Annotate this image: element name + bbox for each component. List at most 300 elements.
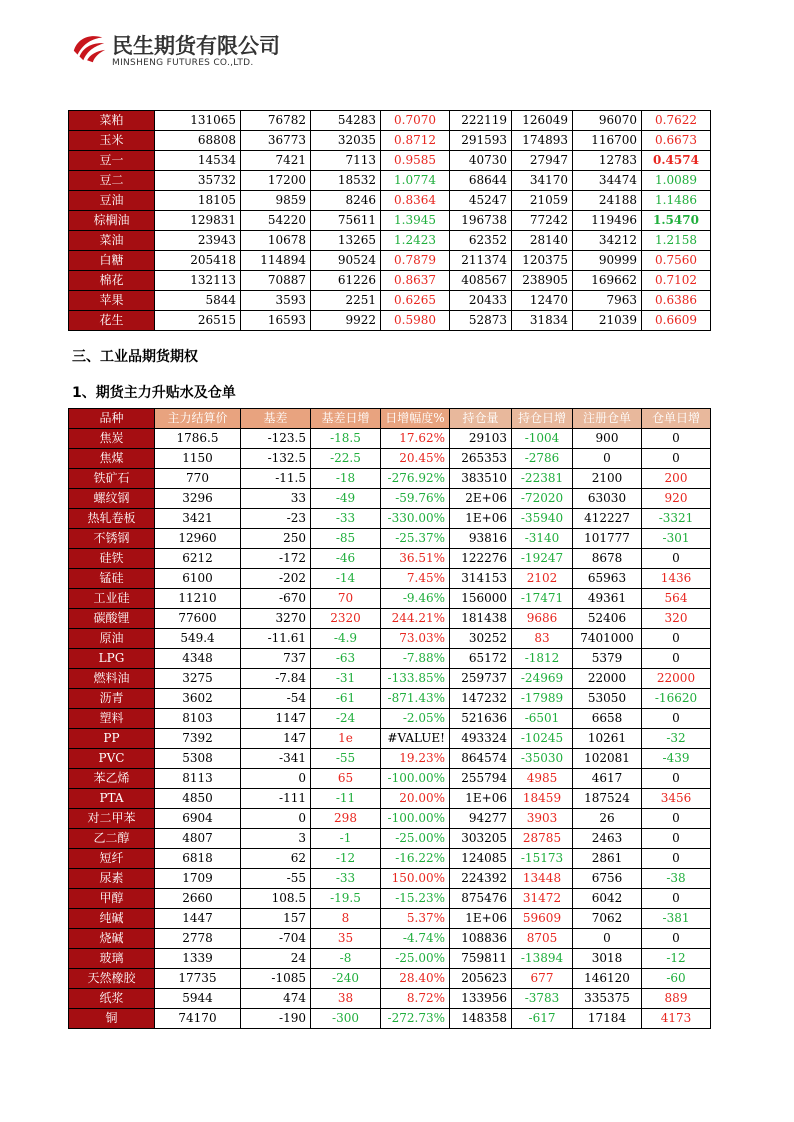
variety-name: 玉米: [69, 131, 155, 151]
table-row: [69, 549, 711, 569]
basis-change: -12: [311, 849, 381, 869]
header-basis: 基差: [241, 409, 311, 429]
basis-change: -18.5: [311, 429, 381, 449]
table-row: [69, 569, 711, 589]
oi-change: -19247: [512, 549, 573, 569]
table-header-row: [69, 409, 711, 429]
value-f: 28140: [512, 231, 573, 251]
oi-change: -3140: [512, 529, 573, 549]
basis: -704: [241, 929, 311, 949]
basis: 3270: [241, 609, 311, 629]
settle-price: 770: [155, 469, 241, 489]
variety-name: 焦煤: [69, 449, 155, 469]
table-row: [69, 809, 711, 829]
header-warrants: 注册仓单: [573, 409, 642, 429]
table-row: [69, 271, 711, 291]
basis: -23: [241, 509, 311, 529]
warrants: 22000: [573, 669, 642, 689]
warrants: 102081: [573, 749, 642, 769]
open-interest: 30252: [450, 629, 512, 649]
oi-change: 13448: [512, 869, 573, 889]
warrants: 187524: [573, 789, 642, 809]
oi-change: 677: [512, 969, 573, 989]
header-open-interest: 持仓量: [450, 409, 512, 429]
settle-price: 3421: [155, 509, 241, 529]
warrants: 5379: [573, 649, 642, 669]
warrants: 26: [573, 809, 642, 829]
variety-name: 原油: [69, 629, 155, 649]
basis-change: -11: [311, 789, 381, 809]
value-c: 7113: [311, 151, 381, 171]
variety-name: 对二甲苯: [69, 809, 155, 829]
oi-change: -72020: [512, 489, 573, 509]
change-pct: 150.00%: [381, 869, 450, 889]
change-pct: 20.45%: [381, 449, 450, 469]
warrant-change: 0: [642, 849, 711, 869]
value-e: 222119: [450, 111, 512, 131]
warrant-change: 1436: [642, 569, 711, 589]
settle-price: 6212: [155, 549, 241, 569]
table-row: [69, 749, 711, 769]
change-pct: -59.76%: [381, 489, 450, 509]
value-b: 76782: [241, 111, 311, 131]
basis: 737: [241, 649, 311, 669]
value-g: 116700: [573, 131, 642, 151]
table-row: [69, 489, 711, 509]
basis: -55: [241, 869, 311, 889]
basis: 474: [241, 989, 311, 1009]
basis: 250: [241, 529, 311, 549]
basis-change: -18: [311, 469, 381, 489]
warrant-change: -381: [642, 909, 711, 929]
header-basis-change: 基差日增: [311, 409, 381, 429]
warrants: 2463: [573, 829, 642, 849]
table-row: [69, 151, 711, 171]
settle-price: 5308: [155, 749, 241, 769]
basis-change: -300: [311, 1009, 381, 1029]
warrants: 65963: [573, 569, 642, 589]
table-row: [69, 649, 711, 669]
table-row: [69, 1009, 711, 1029]
table-row: [69, 629, 711, 649]
open-interest: 383510: [450, 469, 512, 489]
warrant-change: 0: [642, 769, 711, 789]
industrial-basis-table: [68, 408, 711, 1029]
table-row: [69, 429, 711, 449]
value-g: 21039: [573, 311, 642, 331]
open-interest: 181438: [450, 609, 512, 629]
change-pct: 19.23%: [381, 749, 450, 769]
settle-price: 12960: [155, 529, 241, 549]
basis-change: 298: [311, 809, 381, 829]
table-row: [69, 449, 711, 469]
ratio-d: 1.3945: [381, 211, 450, 231]
oi-change: -17471: [512, 589, 573, 609]
ratio-h: 0.6386: [642, 291, 711, 311]
table-row: [69, 251, 711, 271]
settle-price: 1150: [155, 449, 241, 469]
value-a: 14534: [155, 151, 241, 171]
basis-change: 38: [311, 989, 381, 1009]
value-b: 54220: [241, 211, 311, 231]
basis: -11.5: [241, 469, 311, 489]
ratio-d: 0.6265: [381, 291, 450, 311]
value-g: 90999: [573, 251, 642, 271]
value-c: 2251: [311, 291, 381, 311]
warrant-change: 0: [642, 889, 711, 909]
settle-price: 1786.5: [155, 429, 241, 449]
basis-change: -8: [311, 949, 381, 969]
table-row: [69, 849, 711, 869]
warrants: 63030: [573, 489, 642, 509]
open-interest: 108836: [450, 929, 512, 949]
table-row: [69, 191, 711, 211]
value-f: 27947: [512, 151, 573, 171]
company-name-en: MINSHENG FUTURES CO.,LTD.: [112, 58, 254, 68]
value-b: 9859: [241, 191, 311, 211]
value-e: 291593: [450, 131, 512, 151]
warrant-change: 0: [642, 929, 711, 949]
warrant-change: -439: [642, 749, 711, 769]
value-f: 174893: [512, 131, 573, 151]
variety-name: 工业硅: [69, 589, 155, 609]
settle-price: 2778: [155, 929, 241, 949]
warrants: 2861: [573, 849, 642, 869]
value-f: 21059: [512, 191, 573, 211]
value-e: 68644: [450, 171, 512, 191]
change-pct: 5.37%: [381, 909, 450, 929]
table-row: [69, 509, 711, 529]
change-pct: -2.05%: [381, 709, 450, 729]
agri-ratio-table: [68, 110, 711, 331]
basis-change: -19.5: [311, 889, 381, 909]
oi-change: 3903: [512, 809, 573, 829]
table-row: [69, 949, 711, 969]
header-warrant-change: 仓单日增: [642, 409, 711, 429]
change-pct: 20.00%: [381, 789, 450, 809]
company-logo: [70, 28, 310, 72]
settle-price: 6904: [155, 809, 241, 829]
warrant-change: 0: [642, 809, 711, 829]
warrants: 17184: [573, 1009, 642, 1029]
variety-name: 白糖: [69, 251, 155, 271]
basis: 0: [241, 769, 311, 789]
open-interest: 133956: [450, 989, 512, 1009]
open-interest: 1E+06: [450, 789, 512, 809]
variety-name: 菜油: [69, 231, 155, 251]
variety-name: 碳酸锂: [69, 609, 155, 629]
value-c: 61226: [311, 271, 381, 291]
basis-change: -1: [311, 829, 381, 849]
table-row: [69, 111, 711, 131]
basis-change: -33: [311, 869, 381, 889]
ratio-d: 0.8712: [381, 131, 450, 151]
variety-name: 烧碱: [69, 929, 155, 949]
basis-change: -4.9: [311, 629, 381, 649]
variety-name: 铁矿石: [69, 469, 155, 489]
oi-change: -10245: [512, 729, 573, 749]
variety-name: 热轧卷板: [69, 509, 155, 529]
basis-change: 8: [311, 909, 381, 929]
warrant-change: 0: [642, 709, 711, 729]
open-interest: 259737: [450, 669, 512, 689]
oi-change: -617: [512, 1009, 573, 1029]
basis: 0: [241, 809, 311, 829]
open-interest: 122276: [450, 549, 512, 569]
oi-change: 2102: [512, 569, 573, 589]
open-interest: 148358: [450, 1009, 512, 1029]
value-f: 34170: [512, 171, 573, 191]
variety-name: 纯碱: [69, 909, 155, 929]
variety-name: 天然橡胶: [69, 969, 155, 989]
variety-name: 苯乙烯: [69, 769, 155, 789]
value-e: 62352: [450, 231, 512, 251]
section-subtitle: 1、期货主力升贴水及仓单: [72, 385, 236, 401]
warrants: 335375: [573, 989, 642, 1009]
warrants: 6042: [573, 889, 642, 909]
oi-change: -3783: [512, 989, 573, 1009]
oi-change: -24969: [512, 669, 573, 689]
value-c: 54283: [311, 111, 381, 131]
open-interest: 303205: [450, 829, 512, 849]
value-e: 45247: [450, 191, 512, 211]
change-pct: -330.00%: [381, 509, 450, 529]
oi-change: -6501: [512, 709, 573, 729]
header-settle-price: 主力结算价: [155, 409, 241, 429]
warrant-change: -16620: [642, 689, 711, 709]
value-g: 24188: [573, 191, 642, 211]
table-row: [69, 529, 711, 549]
basis-change: -49: [311, 489, 381, 509]
ratio-h: 0.4574: [642, 151, 711, 171]
warrants: 6658: [573, 709, 642, 729]
value-a: 68808: [155, 131, 241, 151]
value-b: 3593: [241, 291, 311, 311]
warrant-change: 0: [642, 549, 711, 569]
basis-change: -240: [311, 969, 381, 989]
warrants: 146120: [573, 969, 642, 989]
open-interest: 493324: [450, 729, 512, 749]
change-pct: -4.74%: [381, 929, 450, 949]
basis: -132.5: [241, 449, 311, 469]
value-f: 12470: [512, 291, 573, 311]
table-row: [69, 589, 711, 609]
open-interest: 224392: [450, 869, 512, 889]
table-row: [69, 729, 711, 749]
basis-change: -55: [311, 749, 381, 769]
warrants: 10261: [573, 729, 642, 749]
ratio-h: 1.5470: [642, 211, 711, 231]
value-e: 52873: [450, 311, 512, 331]
oi-change: -1812: [512, 649, 573, 669]
ratio-d: 0.8364: [381, 191, 450, 211]
settle-price: 549.4: [155, 629, 241, 649]
warrant-change: 564: [642, 589, 711, 609]
open-interest: 864574: [450, 749, 512, 769]
table-row: [69, 909, 711, 929]
settle-price: 4807: [155, 829, 241, 849]
variety-name: 锰硅: [69, 569, 155, 589]
basis: -54: [241, 689, 311, 709]
settle-price: 77600: [155, 609, 241, 629]
table-row: [69, 769, 711, 789]
open-interest: 759811: [450, 949, 512, 969]
change-pct: -25.00%: [381, 949, 450, 969]
value-a: 5844: [155, 291, 241, 311]
table-row: [69, 291, 711, 311]
value-a: 23943: [155, 231, 241, 251]
warrants: 8678: [573, 549, 642, 569]
ratio-h: 0.6673: [642, 131, 711, 151]
variety-name: 塑料: [69, 709, 155, 729]
ratio-h: 1.1486: [642, 191, 711, 211]
ratio-h: 1.0089: [642, 171, 711, 191]
warrants: 412227: [573, 509, 642, 529]
value-c: 90524: [311, 251, 381, 271]
ratio-d: 0.7879: [381, 251, 450, 271]
open-interest: 875476: [450, 889, 512, 909]
value-e: 20433: [450, 291, 512, 311]
basis: 3: [241, 829, 311, 849]
warrant-change: 0: [642, 649, 711, 669]
oi-change: -22381: [512, 469, 573, 489]
value-b: 70887: [241, 271, 311, 291]
header-variety: 品种: [69, 409, 155, 429]
value-g: 34474: [573, 171, 642, 191]
basis: -111: [241, 789, 311, 809]
variety-name: 燃料油: [69, 669, 155, 689]
basis-change: -31: [311, 669, 381, 689]
table-row: [69, 131, 711, 151]
settle-price: 74170: [155, 1009, 241, 1029]
value-f: 31834: [512, 311, 573, 331]
variety-name: 硅铁: [69, 549, 155, 569]
oi-change: 4985: [512, 769, 573, 789]
value-g: 119496: [573, 211, 642, 231]
basis-change: 65: [311, 769, 381, 789]
change-pct: 244.21%: [381, 609, 450, 629]
ratio-h: 0.7560: [642, 251, 711, 271]
table-row: [69, 669, 711, 689]
warrants: 101777: [573, 529, 642, 549]
basis: 62: [241, 849, 311, 869]
variety-name: 铜: [69, 1009, 155, 1029]
basis: -341: [241, 749, 311, 769]
value-g: 7963: [573, 291, 642, 311]
value-b: 17200: [241, 171, 311, 191]
open-interest: 156000: [450, 589, 512, 609]
warrants: 7062: [573, 909, 642, 929]
basis-change: -24: [311, 709, 381, 729]
warrant-change: 0: [642, 629, 711, 649]
value-c: 8246: [311, 191, 381, 211]
warrant-change: -38: [642, 869, 711, 889]
table-row: [69, 231, 711, 251]
change-pct: -25.00%: [381, 829, 450, 849]
variety-name: 花生: [69, 311, 155, 331]
basis-change: 1e: [311, 729, 381, 749]
oi-change: 28785: [512, 829, 573, 849]
oi-change: -15173: [512, 849, 573, 869]
value-c: 13265: [311, 231, 381, 251]
settle-price: 17735: [155, 969, 241, 989]
value-f: 126049: [512, 111, 573, 131]
value-e: 40730: [450, 151, 512, 171]
variety-name: 菜粕: [69, 111, 155, 131]
basis-change: 2320: [311, 609, 381, 629]
table-row: [69, 689, 711, 709]
variety-name: 尿素: [69, 869, 155, 889]
basis: -202: [241, 569, 311, 589]
oi-change: 18459: [512, 789, 573, 809]
change-pct: #VALUE!: [381, 729, 450, 749]
table-row: [69, 829, 711, 849]
warrant-change: 0: [642, 429, 711, 449]
basis-change: -46: [311, 549, 381, 569]
section-title: 三、工业品期货期权: [72, 349, 198, 365]
ratio-h: 0.7622: [642, 111, 711, 131]
warrant-change: -301: [642, 529, 711, 549]
value-g: 12783: [573, 151, 642, 171]
change-pct: -7.88%: [381, 649, 450, 669]
settle-price: 4850: [155, 789, 241, 809]
variety-name: 玻璃: [69, 949, 155, 969]
ratio-d: 0.5980: [381, 311, 450, 331]
basis: 33: [241, 489, 311, 509]
warrant-change: 920: [642, 489, 711, 509]
open-interest: 124085: [450, 849, 512, 869]
basis: -190: [241, 1009, 311, 1029]
variety-name: 豆一: [69, 151, 155, 171]
value-e: 196738: [450, 211, 512, 231]
warrant-change: 200: [642, 469, 711, 489]
variety-name: PP: [69, 729, 155, 749]
value-c: 75611: [311, 211, 381, 231]
variety-name: 豆油: [69, 191, 155, 211]
warrant-change: 889: [642, 989, 711, 1009]
oi-change: -2786: [512, 449, 573, 469]
open-interest: 265353: [450, 449, 512, 469]
basis-change: -14: [311, 569, 381, 589]
open-interest: 255794: [450, 769, 512, 789]
change-pct: -16.22%: [381, 849, 450, 869]
warrant-change: 4173: [642, 1009, 711, 1029]
ratio-h: 1.2158: [642, 231, 711, 251]
settle-price: 8113: [155, 769, 241, 789]
value-g: 96070: [573, 111, 642, 131]
basis: -123.5: [241, 429, 311, 449]
table-row: [69, 469, 711, 489]
settle-price: 7392: [155, 729, 241, 749]
oi-change: 8705: [512, 929, 573, 949]
value-a: 132113: [155, 271, 241, 291]
value-f: 77242: [512, 211, 573, 231]
open-interest: 1E+06: [450, 909, 512, 929]
value-a: 131065: [155, 111, 241, 131]
settle-price: 1709: [155, 869, 241, 889]
value-b: 114894: [241, 251, 311, 271]
change-pct: 17.62%: [381, 429, 450, 449]
table-row: [69, 609, 711, 629]
settle-price: 3602: [155, 689, 241, 709]
variety-name: 棕榈油: [69, 211, 155, 231]
oi-change: -35030: [512, 749, 573, 769]
variety-name: 沥青: [69, 689, 155, 709]
oi-change: -35940: [512, 509, 573, 529]
warrants: 0: [573, 929, 642, 949]
warrant-change: 320: [642, 609, 711, 629]
variety-name: PTA: [69, 789, 155, 809]
